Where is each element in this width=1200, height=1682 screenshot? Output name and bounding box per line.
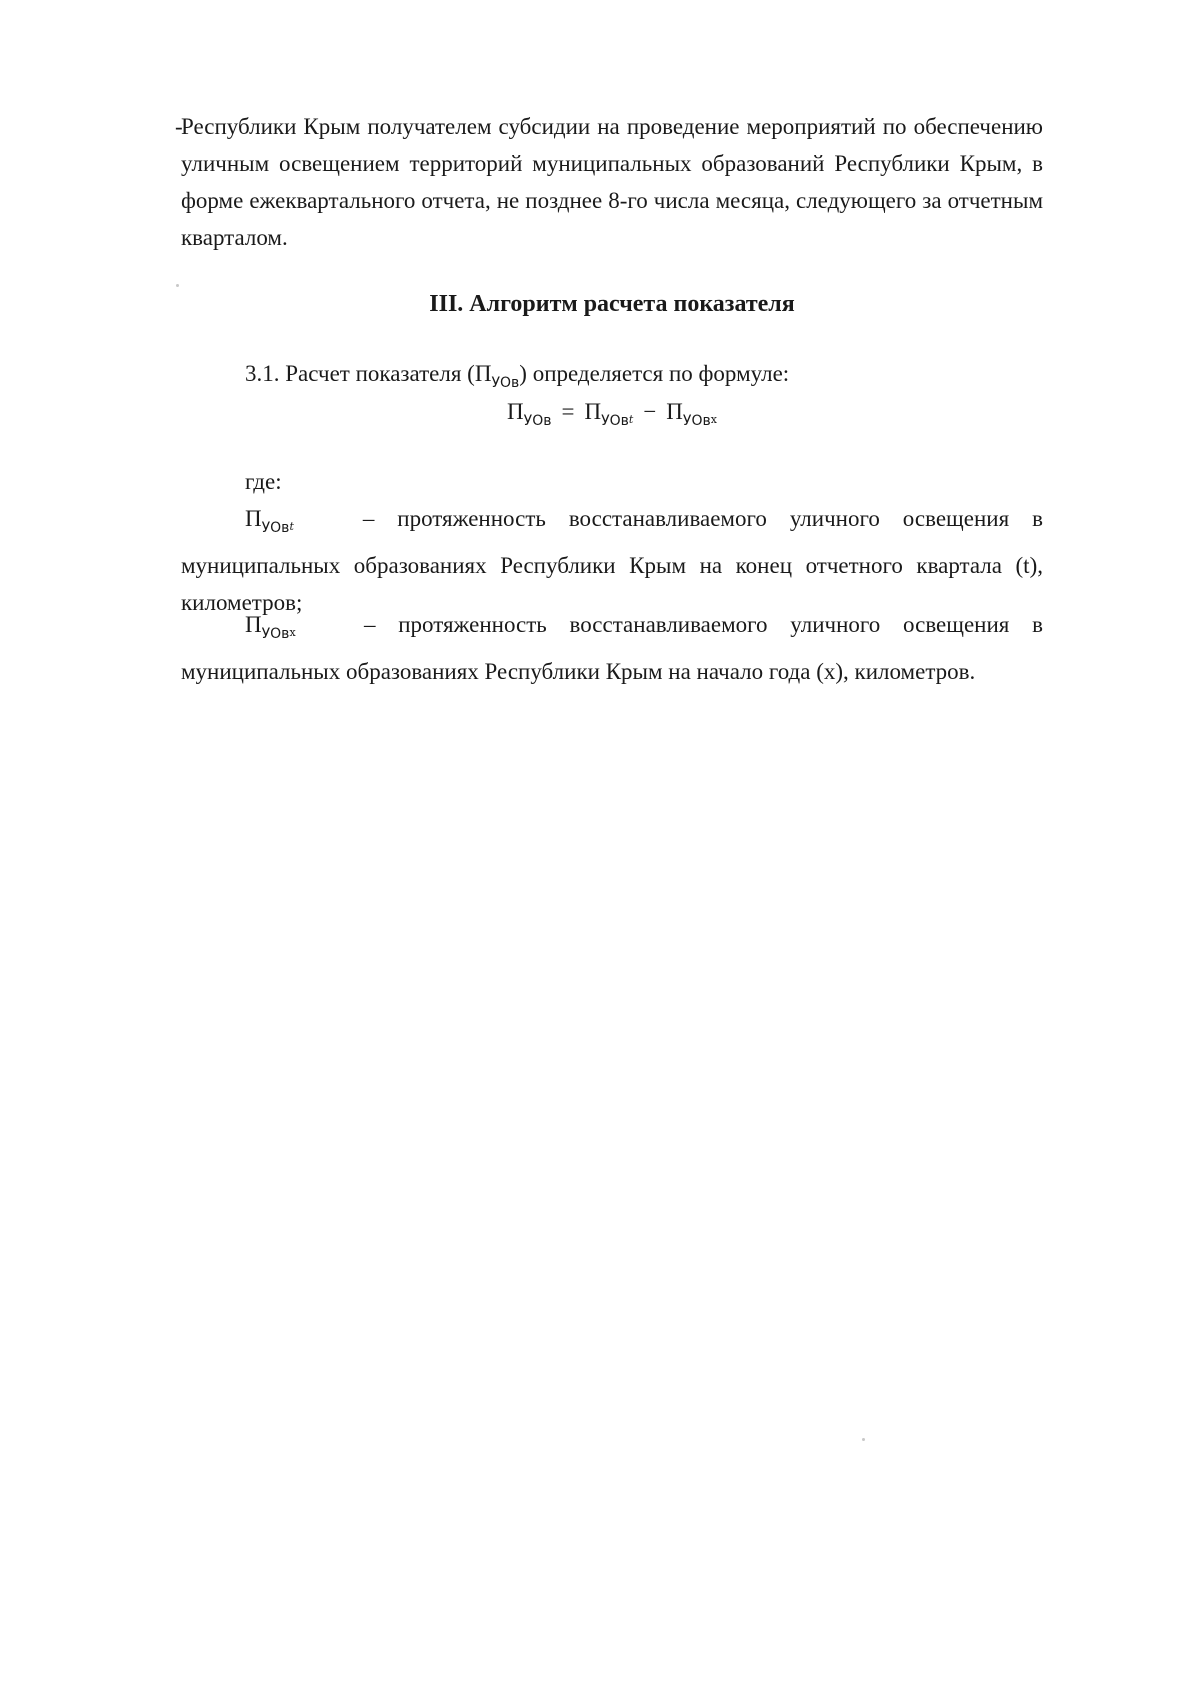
intro-paragraph (175, 108, 1043, 256)
definition-x-symbol: $П_{УОв}х$ (245, 612, 296, 642)
definition-x (181, 606, 1043, 690)
formula-intro-before: 3.1. Расчет показателя ( (245, 361, 475, 386)
formula-term-x: $П_{УОв}х$ (666, 399, 717, 429)
formula-intro-after: ) определяется по формуле: (519, 361, 790, 386)
scan-speck (862, 1438, 865, 1441)
section-heading: III. Алгоритм расчета показателя (429, 291, 795, 317)
definition-t-symbol: $П_{УОв}t$ (245, 506, 294, 536)
definition-x-text: – протяженность восстанавливаемого уличного освещения в муниципальных образованиях Республики Крым на начало года (х), километров. (181, 612, 1043, 684)
formula-lhs-symbol: $П_{УОв}$ (507, 399, 552, 429)
minus-sign: − (643, 399, 657, 424)
definition-t (181, 500, 1043, 621)
indicator-symbol: $П_{УОв}$ (474, 361, 520, 391)
formula (0, 394, 1100, 439)
intro-text: Республики Крым получателем субсидии на проведение мероприятий по обеспечению уличным освещением территорий муниципальных образований Республики Крым, в форме ежеквартального отчета, не позднее 8-го числа месяца, следующего за отчетным кварталом. (181, 114, 1043, 250)
equals-sign: = (561, 399, 575, 424)
scan-speck (176, 284, 179, 287)
where-label: где: (245, 469, 282, 494)
margin-dash-mark: - (175, 114, 183, 139)
definition-t-text: – протяженность восстанавливаемого уличного освещения в муниципальных образованиях Республики Крым на конец отчетного квартала (t), километров; (181, 506, 1043, 615)
formula-term-t: $П_{УОв}t$ (584, 399, 634, 429)
